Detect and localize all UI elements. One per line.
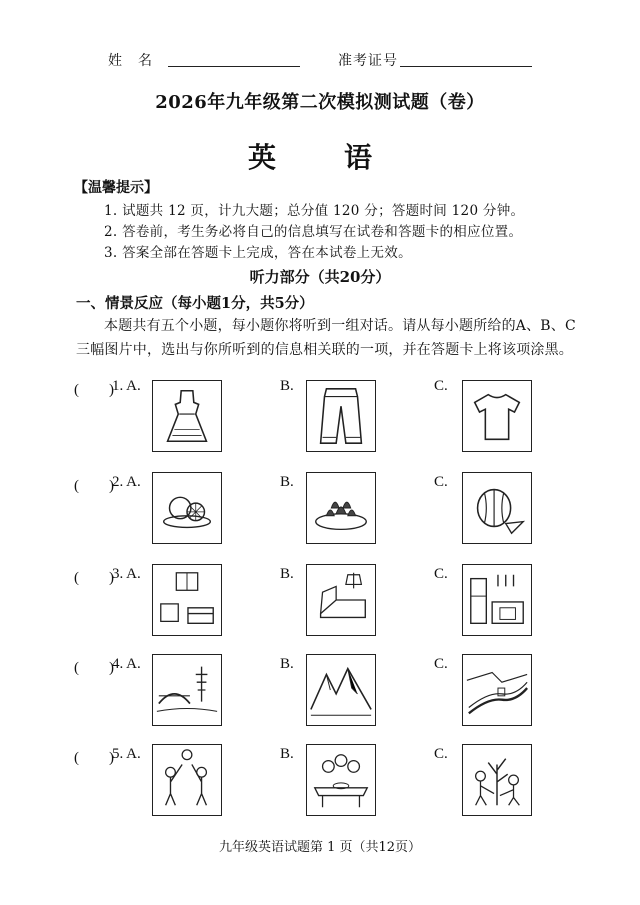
trousers-icon[interactable] xyxy=(306,380,376,452)
kids-playing-ball-icon[interactable] xyxy=(152,744,222,816)
option-a-label: 2. A. xyxy=(112,474,141,490)
name-label: 姓 名 xyxy=(108,53,153,69)
option-a-label: 4. A. xyxy=(112,656,141,672)
tshirt-icon[interactable] xyxy=(462,380,532,452)
option-a-label: 3. A. xyxy=(112,566,141,582)
option-b-label: B. xyxy=(280,378,294,394)
kitchen-icon[interactable] xyxy=(462,564,532,636)
option-c-label: C. xyxy=(434,746,448,762)
part1-heading: 一、情景反应（每小题1分，共5分） xyxy=(76,295,314,312)
great-wall-icon[interactable] xyxy=(462,654,532,726)
tips-heading: 【温馨提示】 xyxy=(74,180,158,196)
answer-paren[interactable]: ( ) xyxy=(74,570,114,586)
answer-paren[interactable]: ( ) xyxy=(74,478,114,494)
answer-paren[interactable]: ( ) xyxy=(74,382,114,398)
watermelon-icon[interactable] xyxy=(462,472,532,544)
option-a-label: 1. A. xyxy=(112,378,141,394)
tip-item-3: 3. 答案全部在答题卡上完成，答在本试卷上无效。 xyxy=(104,245,412,261)
option-a-label: 5. A. xyxy=(112,746,141,762)
ticket-number-field[interactable] xyxy=(400,66,532,67)
bedroom-icon[interactable] xyxy=(306,564,376,636)
option-b-label: B. xyxy=(280,566,294,582)
option-c-label: C. xyxy=(434,566,448,582)
subject-title: 英 语 xyxy=(247,141,392,174)
living-room-icon[interactable] xyxy=(152,564,222,636)
option-c-label: C. xyxy=(434,656,448,672)
listening-section-title: 听力部分（共20分） xyxy=(249,268,391,286)
answer-paren[interactable]: ( ) xyxy=(74,750,114,766)
tip-item-2: 2. 答卷前，考生务必将自己的信息填写在试卷和答题卡的相应位置。 xyxy=(104,224,523,240)
part1-instruction-line1: 本题共有五个小题，每小题你将听到一组对话。请从每小题所给的A、B、C xyxy=(104,318,576,334)
exam-title: 2026年九年级第二次模拟测试题（卷） xyxy=(155,92,485,113)
strawberries-icon[interactable] xyxy=(306,472,376,544)
option-b-label: B. xyxy=(280,656,294,672)
option-b-label: B. xyxy=(280,474,294,490)
part1-instruction-line2: 三幅图片中，选出与你所听到的信息相关联的一项，并在答题卡上将该项涂黑。 xyxy=(76,342,573,358)
oranges-icon[interactable] xyxy=(152,472,222,544)
answer-paren[interactable]: ( ) xyxy=(74,660,114,676)
tip-item-1: 1. 试题共 12 页，计九大题；总分值 120 分；答题时间 120 分钟。 xyxy=(104,203,525,219)
name-field[interactable] xyxy=(168,66,300,67)
family-dinner-icon[interactable] xyxy=(306,744,376,816)
planting-tree-icon[interactable] xyxy=(462,744,532,816)
option-b-label: B. xyxy=(280,746,294,762)
mountains-icon[interactable] xyxy=(306,654,376,726)
option-c-label: C. xyxy=(434,378,448,394)
dress-icon[interactable] xyxy=(152,380,222,452)
bridge-pagoda-icon[interactable] xyxy=(152,654,222,726)
page-footer: 九年级英语试题第 1 页（共12页） xyxy=(218,840,422,855)
ticket-number-label: 准考证号 xyxy=(338,53,398,69)
option-c-label: C. xyxy=(434,474,448,490)
